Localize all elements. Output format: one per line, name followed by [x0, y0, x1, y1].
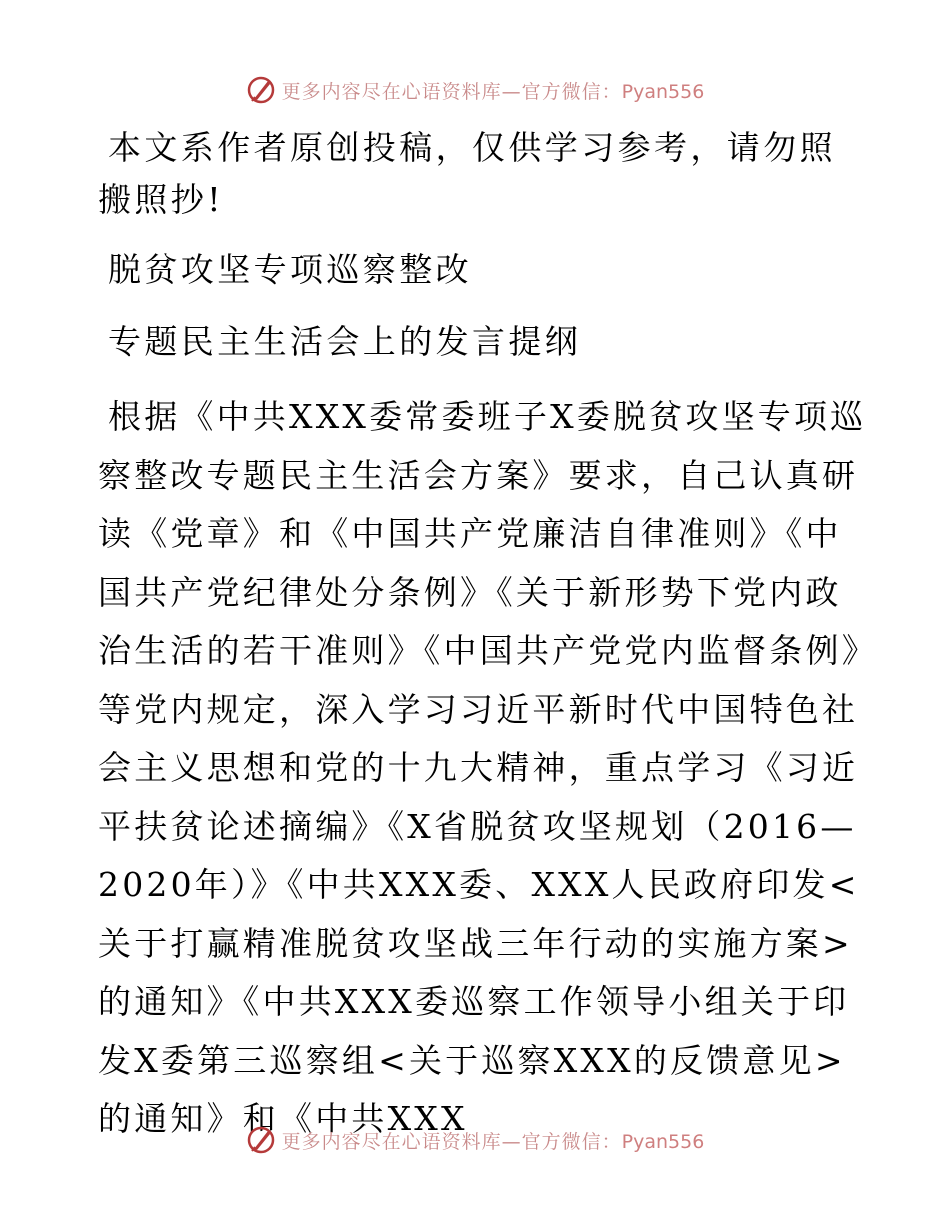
copyright-notice: 本文系作者原创投稿，仅供学习参考，请勿照搬照抄!: [98, 128, 836, 219]
watermark-text: 更多内容尽在心语资料库—官方微信：Pyan556: [281, 80, 705, 103]
watermark-id: Pyan556: [621, 80, 705, 103]
document-title-line-1: 脱贫攻坚专项巡察整改: [108, 250, 472, 289]
watermark-text: 更多内容尽在心语资料库—官方微信：Pyan556: [281, 1130, 705, 1153]
watermark-id: Pyan556: [621, 1130, 705, 1153]
document-body: [98, 122, 868, 1149]
quill-logo-icon: [246, 1125, 276, 1155]
header-watermark: [0, 72, 950, 108]
footer-watermark: [0, 1122, 950, 1158]
body-paragraph: 根据《中共XXX委常委班子X委脱贫攻坚专项巡察整改专题民主生活会方案》要求，自己认真研读《党章》和《中国共产党廉洁自律准则》《中国共产党纪律处分条例》《关于新形势下党内政治生活的若干准则》《中国共产党党内监督条例》等党内规定，深入学习习近平新时代中国特色社会主义思想和党的十九大精神，重点学习《习近平扶贫论述摘编》《X省脱贫攻坚规划（2016—2020年）》《中共XXX委、XXX人民政府印发<关于打赢精准脱贫攻坚战三年行动的实施方案>的通知》《中共XXX委巡察工作领导小组关于印发X委第三巡察组<关于巡察XXX的反馈意见>的通知》和《中共XXX: [98, 397, 867, 1138]
document-title-line-2: 专题民主生活会上的发言提纲: [108, 322, 582, 361]
quill-logo-icon: [246, 75, 276, 105]
